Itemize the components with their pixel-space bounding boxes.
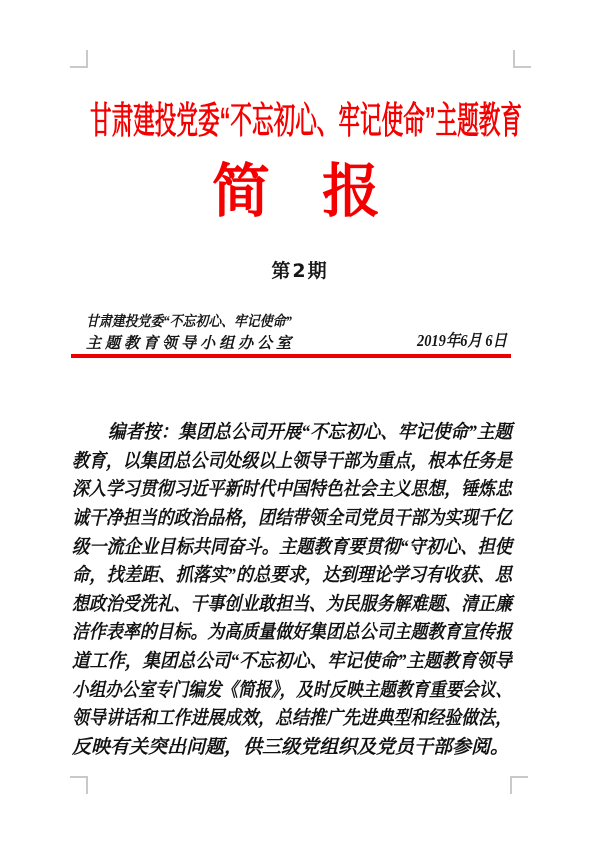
crop-mark-top-left-icon <box>70 50 88 68</box>
body-line: 编者按：集团总公司开展“不忘初心、牢记使命”主题 <box>108 422 512 443</box>
body-line: 想政治受洗礼、干事创业敢担当、为民服务解难题、清正廉 <box>72 593 512 615</box>
body-line: 诚干净担当的政治品格，团结带领全司党员干部为实现千亿 <box>72 507 512 529</box>
crop-mark-bottom-right-icon <box>510 776 528 794</box>
body-line: 道工作，集团总公司“不忘初心、牢记使命”主题教育领导 <box>72 651 512 673</box>
masthead-org-line: 甘肃建投党委“不忘初心、牢记使命”主题教育 <box>90 100 522 141</box>
crop-mark-top-right-icon <box>513 50 531 68</box>
publisher-office-line: 主题教育领导小组办公室 <box>86 335 295 352</box>
body-line: 深入学习贯彻习近平新时代中国特色社会主义思想，锤炼忠 <box>72 479 512 501</box>
body-line: 洁作表率的目标。为高质量做好集团总公司主题教育宣传报 <box>72 622 512 644</box>
crop-mark-bottom-left-icon <box>70 776 88 794</box>
body-line: 领导讲话和工作进展成效，总结推广先进典型和经验做法， <box>72 708 512 730</box>
red-divider-rule <box>71 354 511 358</box>
body-line: 反映有关突出问题，供三级党组织及党员干部参阅。 <box>72 737 510 759</box>
body-line: 小组办公室专门编发《简报》，及时反映主题教育重要会议、 <box>72 679 512 701</box>
editor-note-paragraph <box>72 419 512 763</box>
body-line: 教育，以集团总公司处级以上领导干部为重点，根本任务是 <box>72 450 512 472</box>
publish-date: 2019年6月 6日 <box>417 331 507 350</box>
body-line: 命，找差距、抓落实”的总要求，达到理论学习有收获、思 <box>72 565 512 587</box>
bulletin-title: 简 报 <box>212 159 380 224</box>
issue-number: 第2期 <box>271 260 329 282</box>
publisher-org-line: 甘肃建投党委“不忘初心、牢记使命” <box>86 314 292 330</box>
body-line: 级一流企业目标共同奋斗。主题教育要贯彻“守初心、担使 <box>72 536 512 558</box>
